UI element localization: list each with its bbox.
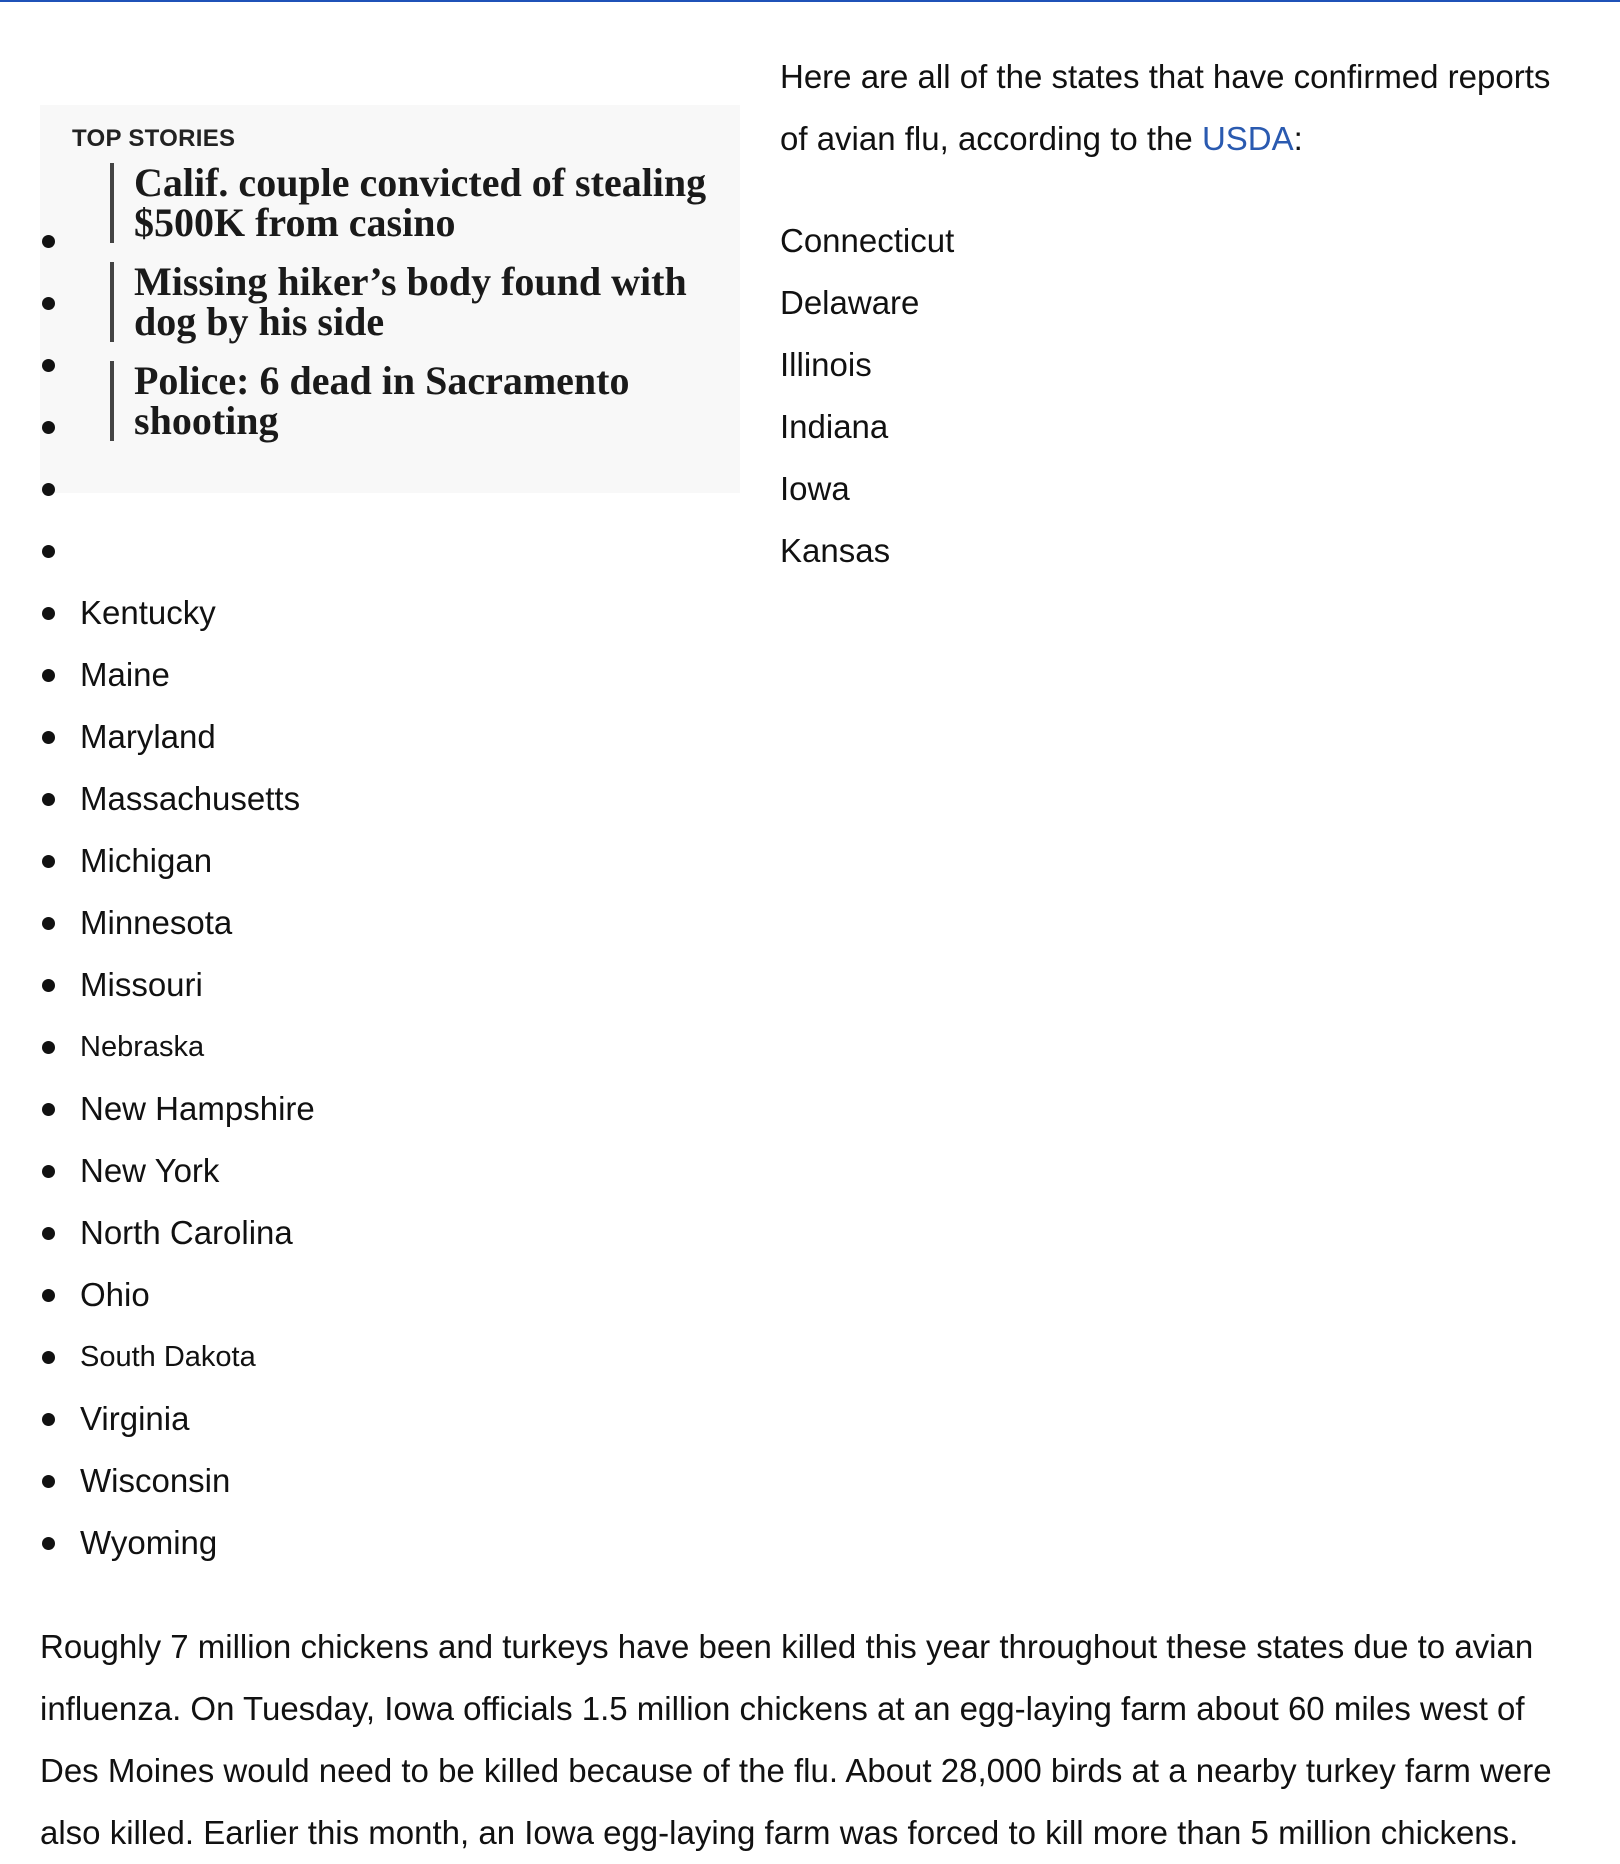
body-paragraph: Roughly 7 million chickens and turkeys have been killed this year throughout these states due to avian influenza. On Tuesday, Iowa officials 1.5 million chickens at an egg-laying farm about 60 miles west of Des Moines would need to be killed because of the flu. About 28,000 birds at a nearby turkey farm were also killed. Earlier this month, an Iowa egg-laying farm was forced to kill more than 5 million chickens.	[40, 1628, 1552, 1851]
bullet-icon	[42, 235, 55, 248]
top-story-link[interactable]: Police: 6 dead in Sacramento shooting	[110, 361, 708, 441]
bullet-icon	[42, 1103, 55, 1116]
bullet-icon	[42, 1227, 55, 1240]
bullet-icon	[42, 545, 55, 558]
state-list-item: Massachusetts	[40, 768, 1580, 830]
state-list-item: Connecticut	[40, 210, 1580, 272]
state-list-item: Ohio	[40, 1264, 1580, 1326]
bullet-icon	[42, 1475, 55, 1488]
article-body	[40, 0, 1580, 1864]
bullet-icon	[42, 855, 55, 868]
intro-text: Here are all of the states that have confirmed reports of avian flu, according to the	[780, 58, 1551, 157]
state-list-item: Michigan	[40, 830, 1580, 892]
states-list	[40, 210, 1580, 1574]
state-list-item: Kentucky	[40, 582, 1580, 644]
bullet-icon	[42, 1041, 55, 1054]
bullet-icon	[42, 1165, 55, 1178]
bullet-icon	[42, 731, 55, 744]
state-list-item: Missouri	[40, 954, 1580, 1016]
bullet-icon	[42, 793, 55, 806]
bullet-icon	[42, 1537, 55, 1550]
state-list-item: Iowa	[40, 458, 1580, 520]
state-list-item: Virginia	[40, 1388, 1580, 1450]
state-list-item: New Hampshire	[40, 1078, 1580, 1140]
state-list-item: South Dakota	[40, 1326, 1580, 1388]
bullet-icon	[42, 669, 55, 682]
state-list-item: North Carolina	[40, 1202, 1580, 1264]
top-stories-label: TOP STORIES	[72, 125, 236, 152]
state-list-item: New York	[40, 1140, 1580, 1202]
state-list-item: Kansas	[40, 520, 1580, 582]
state-list-item: Maryland	[40, 706, 1580, 768]
bullet-icon	[42, 1289, 55, 1302]
state-list-item: Maine	[40, 644, 1580, 706]
state-list-item: Wyoming	[40, 1512, 1580, 1574]
intro-suffix: :	[1293, 120, 1303, 157]
top-story-link[interactable]: Calif. couple convicted of stealing $500K from casino	[110, 163, 708, 243]
bullet-icon	[42, 607, 55, 620]
bullet-icon	[42, 421, 55, 434]
bullet-icon	[42, 483, 55, 496]
usda-link[interactable]: USDA	[1201, 120, 1294, 157]
state-list-item: Indiana	[40, 396, 1580, 458]
bullet-icon	[42, 917, 55, 930]
state-list-item: Illinois	[40, 334, 1580, 396]
state-list-item: Minnesota	[40, 892, 1580, 954]
bullet-icon	[42, 979, 55, 992]
state-list-item: Delaware	[40, 272, 1580, 334]
bullet-icon	[42, 1351, 55, 1364]
state-list-item: Wisconsin	[40, 1450, 1580, 1512]
bullet-icon	[42, 359, 55, 372]
state-list-item: Nebraska	[40, 1016, 1580, 1078]
bullet-icon	[42, 297, 55, 310]
bullet-icon	[42, 1413, 55, 1426]
top-story-link[interactable]: Missing hiker’s body found with dog by his side	[110, 262, 708, 342]
